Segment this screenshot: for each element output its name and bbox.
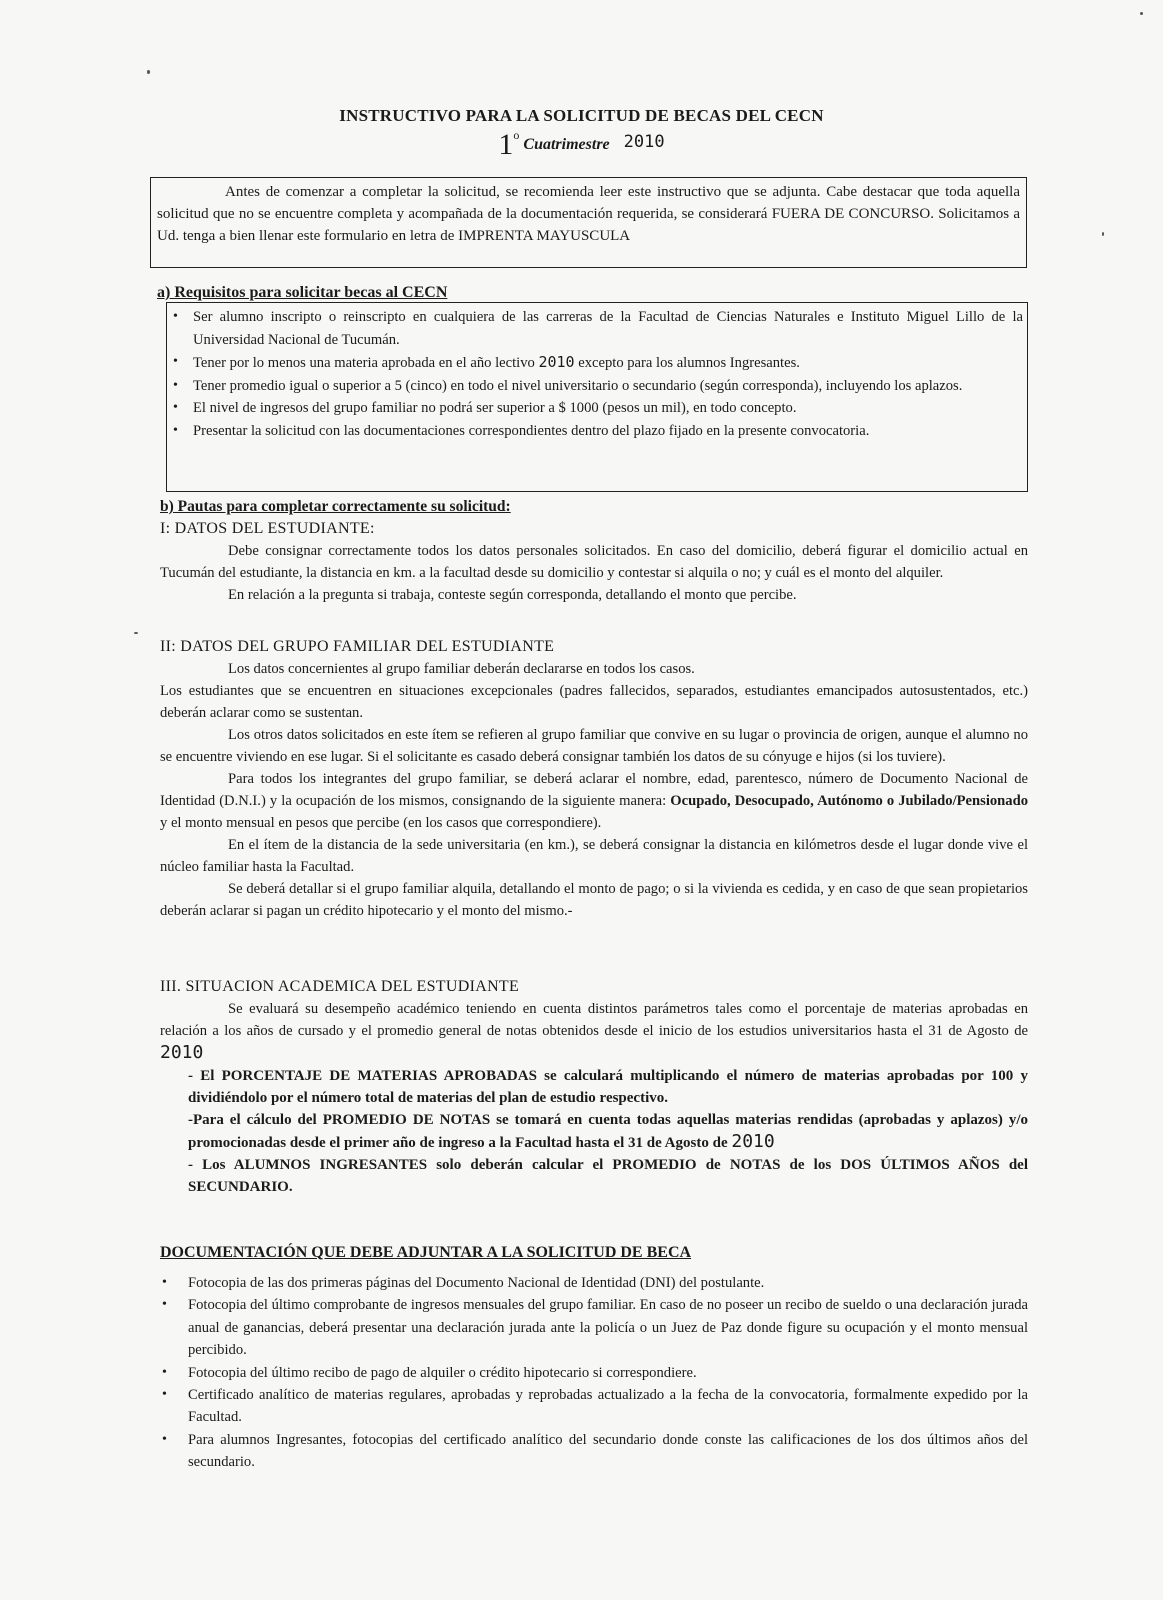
bold-paragraph: - El PORCENTAJE DE MATERIAS APROBADAS se calculará multiplicando el número de materias aprobadas por 100 y dividiéndolo por el número total de materias del plan de estudio respectivo. (188, 1068, 1028, 1106)
list-item (171, 375, 1023, 398)
academic-year: 2010 (160, 1042, 204, 1063)
term-superscript: o (513, 128, 520, 142)
paragraph: En el ítem de la distancia de la sede universitaria (en km.), se deberá consignar la distancia en kilómetros desde el lugar donde vive el núcleo familiar hasta la Facultad. (160, 837, 1028, 875)
list-item: • Fotocopia del último recibo de pago de alquiler o crédito hipotecario si correspondiere. (160, 1362, 1028, 1384)
paragraph: Los datos concernientes al grupo familiar deberán declararse en todos los casos. (228, 661, 695, 677)
list-item (171, 306, 1023, 351)
scan-speck (1140, 12, 1143, 15)
paragraph-text: Se evaluará su desempeño académico teniendo en cuenta distintos parámetros tales como el porcentaje de materias aprobadas en relación a los años de cursado y el promedio general de notas obtenidos desde el inicio de los estudios universitarios hasta el 31 de Agosto de (160, 1001, 1028, 1039)
subsection-3 (160, 976, 1028, 1198)
list-item (171, 397, 1023, 420)
list-item (171, 351, 1023, 375)
academic-year: 2010 (731, 1131, 775, 1152)
list-item-text: Presentar la solicitud con las documentaciones correspondientes dentro del plazo fijado en la presente convocatoria. (193, 422, 870, 439)
term-number: 1 (498, 128, 514, 161)
list-item: • Fotocopia de las dos primeras páginas del Documento Nacional de Identidad (DNI) del postulante. (160, 1272, 1028, 1294)
requirements-list (171, 306, 1023, 442)
scan-speck (134, 632, 138, 634)
list-item-text: Ser alumno inscripto o reinscripto en cualquiera de las carreras de la Facultad de Ciencias Naturales e Instituto Miguel Lillo de la Universidad Nacional de Tucumán. (193, 309, 1023, 348)
bold-paragraph: - Los ALUMNOS INGRESANTES solo deberán calcular el PROMEDIO de NOTAS de los DOS ÚLTIMOS AÑOS del SECUNDARIO. (188, 1157, 1028, 1195)
list-item (171, 420, 1023, 443)
subsection-2-title: II: DATOS DEL GRUPO FAMILIAR DEL ESTUDIANTE (160, 638, 555, 655)
subsection-3-title: III. SITUACION ACADEMICA DEL ESTUDIANTE (160, 978, 520, 995)
page-subtitle (0, 128, 1163, 162)
term-year: 2010 (623, 132, 665, 152)
page-title: INSTRUCTIVO PARA LA SOLICITUD DE BECAS DEL CECN (339, 106, 824, 125)
requirements-box (166, 302, 1028, 492)
section-b-title: b) Pautas para completar correctamente su solicitud: (160, 498, 511, 515)
list-item: • Para alumnos Ingresantes, fotocopias del certificado analítico del secundario donde conste las calificaciones de los dos últimos años del secundario. (160, 1429, 1028, 1474)
scan-speck (147, 70, 150, 74)
paragraph-text: -Para el cálculo del PROMEDIO DE NOTAS se tomará en cuenta todas aquellas materias rendidas (aprobadas y aplazos) y/o promocionadas desde el primer año de ingreso a la Facultad hasta el 31 de Agosto de (188, 1112, 1028, 1151)
subsection-1-title: I: DATOS DEL ESTUDIANTE: (160, 520, 375, 537)
list-item-text: excepto para los alumnos Ingresantes. (578, 355, 800, 371)
paragraph-text: y el monto mensual en pesos que percibe (en los casos que correspondiere). (160, 815, 602, 831)
list-item-text: Tener por lo menos una materia aprobada en el año lectivo (193, 355, 535, 371)
documentation-title: DOCUMENTACIÓN QUE DEBE ADJUNTAR A LA SOLICITUD DE BECA (160, 1244, 692, 1261)
paragraph-text: Para todos los integrantes del grupo familiar, se deberá aclarar el nombre, edad, parentesco, número de Documento Nacional de Identidad (D.N.I.) y la ocupación de los mismos, consignando de la siguiente manera: (160, 771, 1028, 809)
bold-paragraph (160, 1109, 1028, 1154)
subsection-2 (160, 636, 1028, 922)
section-b (160, 496, 1028, 606)
intro-box (150, 177, 1027, 268)
documentation-list (160, 1272, 1028, 1474)
paragraph: Se deberá detallar si el grupo familiar alquila, detallando el monto de pago; o si la vivienda es cedida, y en caso de que sean propietarios deberán aclarar si pagan un crédito hipotecario y el monto del mismo.- (160, 881, 1028, 919)
list-item: • Fotocopia del último comprobante de ingresos mensuales del grupo familiar. En caso de no poseer un recibo de sueldo o una declaración jurada anual de ganancias, deberá presentar una declaración jurada ante la policía o un Juez de Paz donde figure su ocupación y el monto mensual percibido. (160, 1294, 1028, 1361)
list-item: • Certificado analítico de materias regulares, aprobadas y reprobadas actualizado a la fecha de la convocatoria, formalmente expedido por la Facultad. (160, 1384, 1028, 1429)
term-word: Cuatrimestre (523, 136, 610, 153)
paragraph: En relación a la pregunta si trabaja, conteste según corresponda, detallando el monto que percibe. (228, 587, 797, 603)
list-item-text: Tener promedio igual o superior a 5 (cinco) en todo el nivel universitario o secundario (según corresponda), incluyendo los aplazos. (193, 377, 963, 394)
paragraph (160, 998, 1028, 1065)
requirement-year: 2010 (538, 353, 575, 371)
paragraph: Los estudiantes que se encuentren en situaciones excepcionales (padres fallecidos, separados, estudiantes emancipados autosustentados, etc.) deberán aclarar como se sustentan. (160, 683, 1028, 721)
scan-speck (1102, 232, 1104, 236)
list-item-text: El nivel de ingresos del grupo familiar no podrá ser superior a $ 1000 (pesos un mil), en todo concepto. (193, 400, 797, 416)
paragraph: Debe consignar correctamente todos los datos personales solicitados. En caso del domicilio, deberá figurar el domicilio actual en Tucumán del estudiante, la distancia en km. a la facultad desde su domicilio y contestar si alquila o no; y cuál es el monto del alquiler. (160, 543, 1028, 581)
occupation-options: Ocupado, Desocupado, Autónomo o Jubilado/Pensionado (670, 793, 1029, 809)
intro-text: Antes de comenzar a completar la solicitud, se recomienda leer este instructivo que se adjunta. Cabe destacar que toda aquella solicitud que no se encuentre completa y acompañada de la documentación requerida, se considerará FUERA DE CONCURSO. Solicitamos a Ud. tenga a bien llenar este formulario en letra de IMPRENTA MAYUSCULA (157, 184, 1020, 244)
paragraph (160, 768, 1028, 834)
paragraph: Los otros datos solicitados en este ítem se refieren al grupo familiar que convive en su lugar o provincia de origen, aunque el alumno no se encuentre viviendo en ese lugar. Si el solicitante es casado deberá consignar también los datos de su cónyuge e hijos (si los tuviere). (160, 727, 1028, 765)
section-a-title: a) Requisitos para solicitar becas al CECN (157, 284, 448, 301)
